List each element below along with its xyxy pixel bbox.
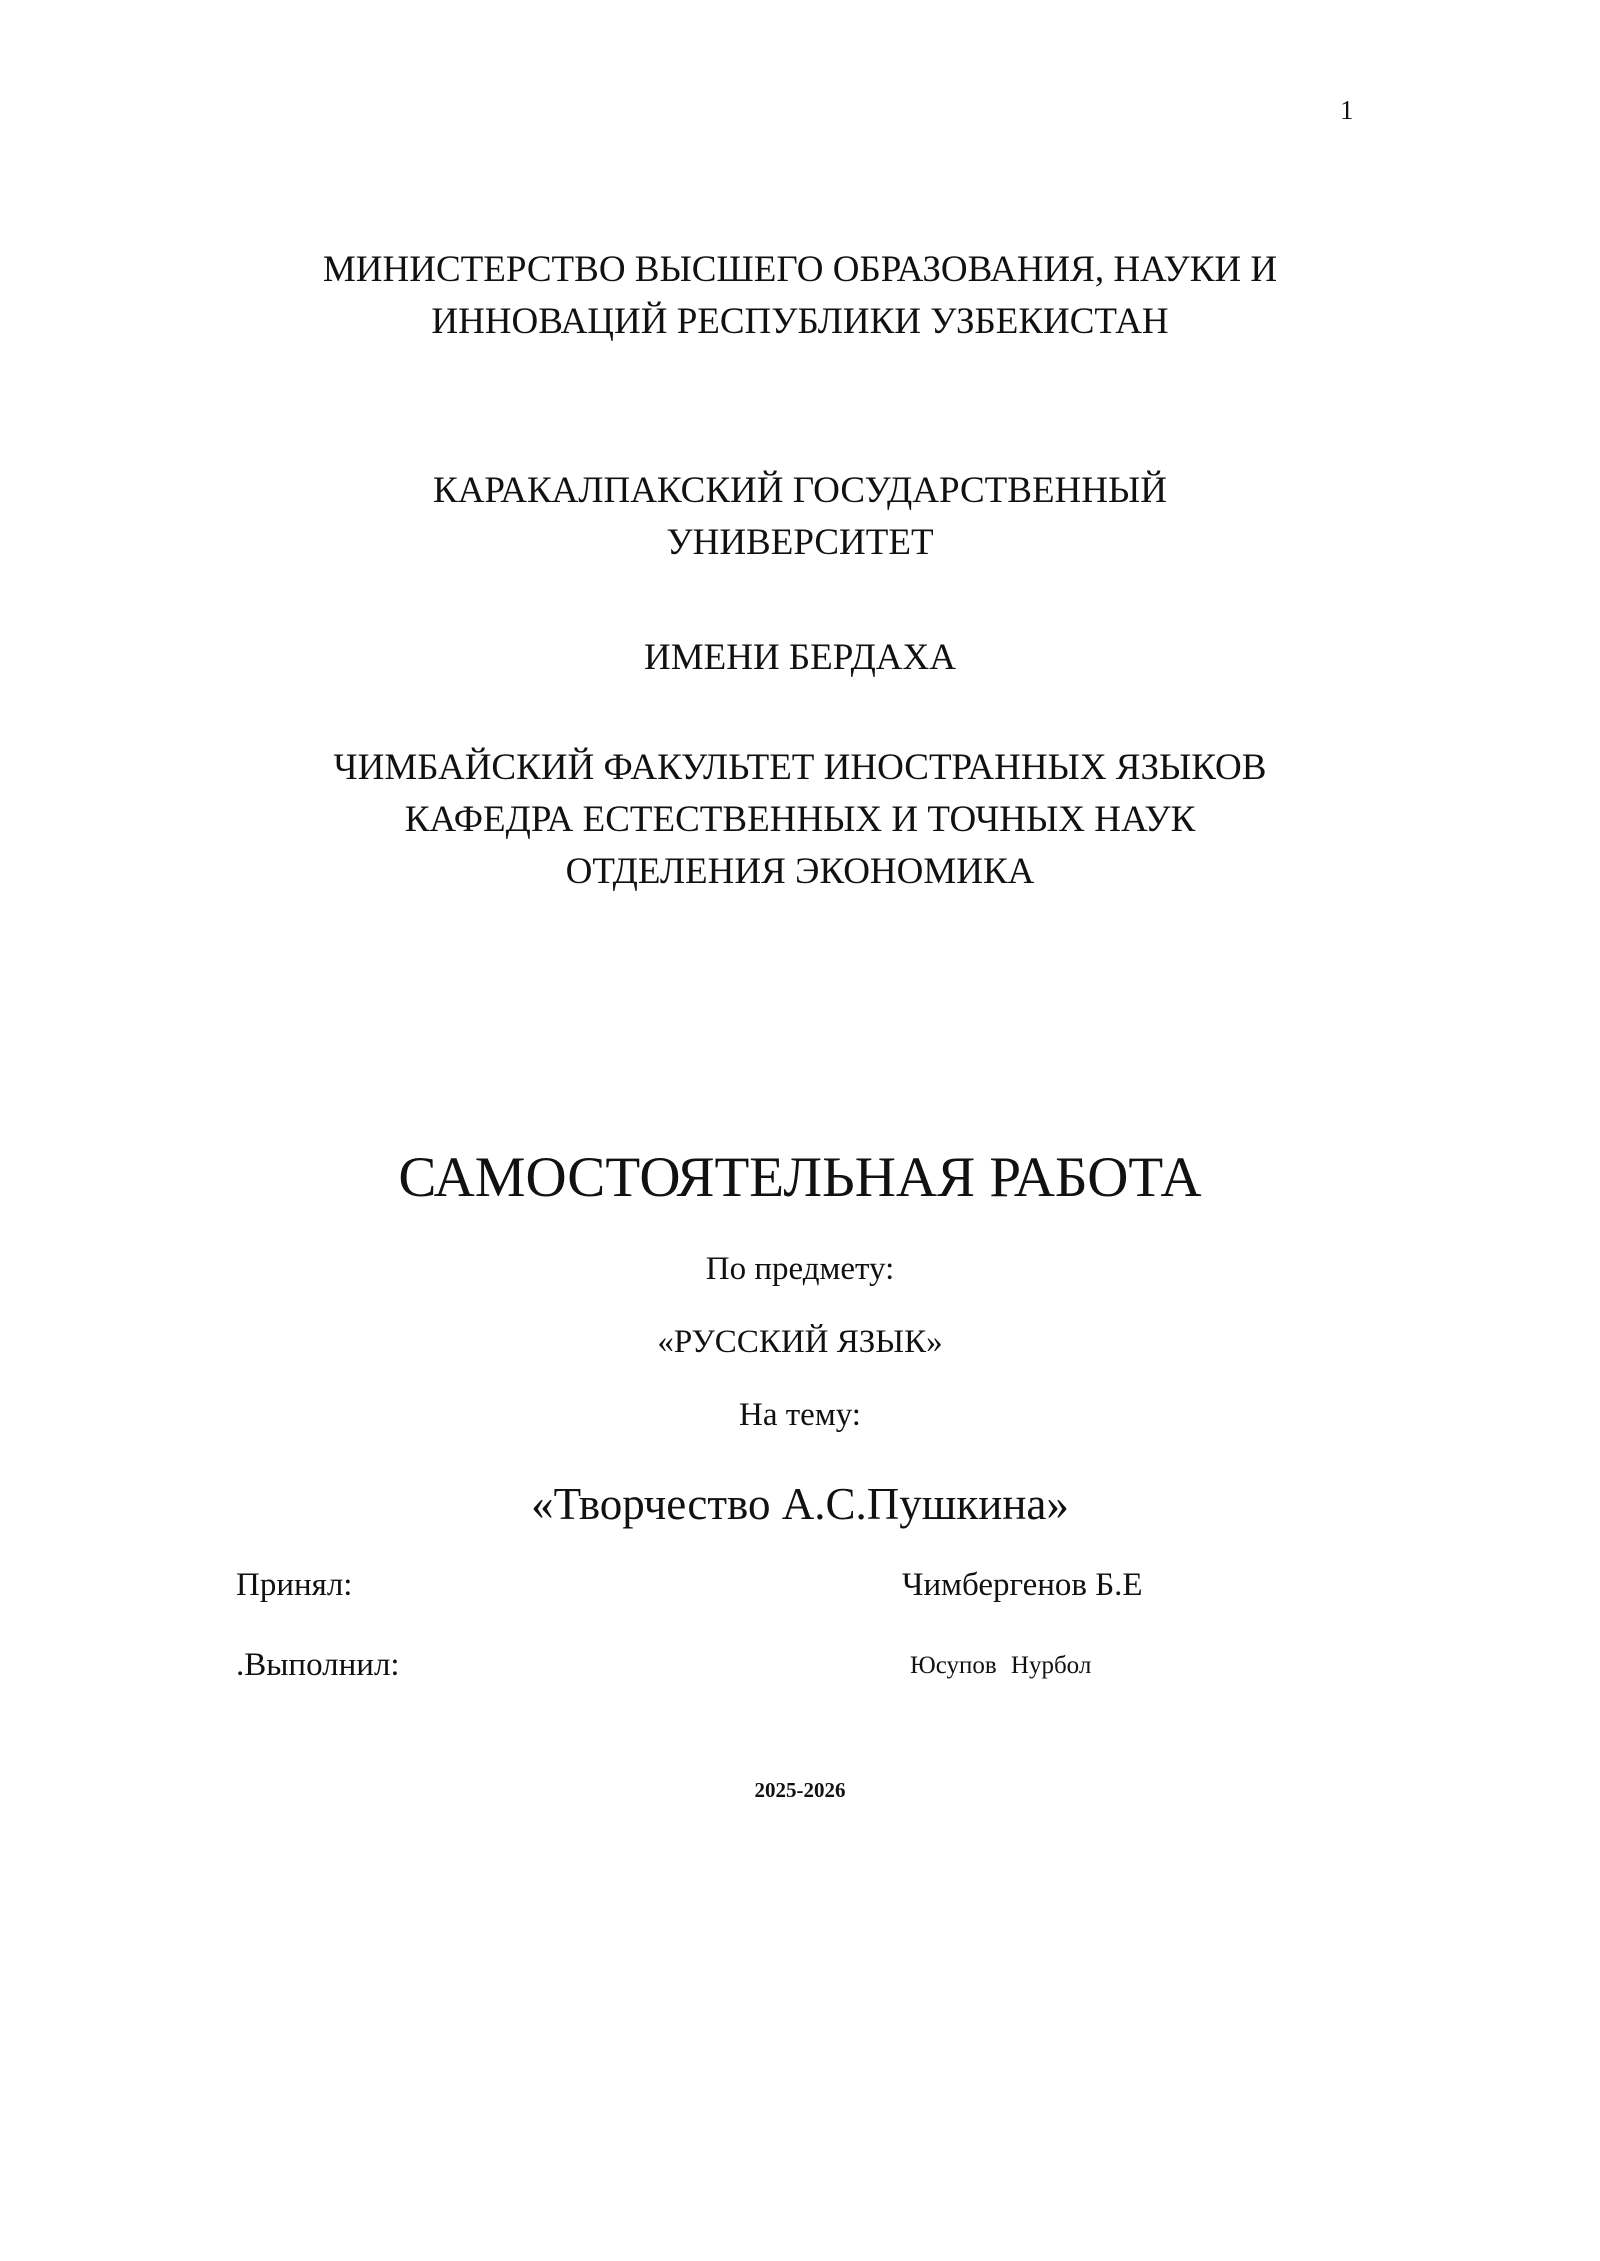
university-heading: [0, 465, 1600, 569]
topic-label: На тему:: [739, 1397, 861, 1433]
faculty-line-1: ЧИМБАЙСКИЙ ФАКУЛЬТЕТ ИНОСТРАННЫХ ЯЗЫКОВ: [333, 747, 1267, 788]
faculty-line-3: ОТДЕЛЕНИЯ ЭКОНОМИКА: [565, 851, 1035, 892]
subject-label: По предмету:: [705, 1251, 895, 1287]
performed-name: Юсупов Нурбол: [910, 1652, 1092, 1679]
performed-label: .Выполнил:: [236, 1647, 400, 1683]
university-name-line: ИМЕНИ БЕРДАХА: [644, 637, 956, 678]
subject-value: «РУССКИЙ ЯЗЫК»: [657, 1324, 943, 1360]
faculty-heading: [0, 742, 1600, 898]
ministry-line-1: МИНИСТЕРСТВО ВЫСШЕГО ОБРАЗОВАНИЯ, НАУКИ И: [322, 249, 1278, 290]
university-name: [0, 632, 1600, 684]
document-title: САМОСТОЯТЕЛЬНАЯ РАБОТА: [398, 1146, 1202, 1209]
ministry-line-2: ИННОВАЦИЙ РЕСПУБЛИКИ УЗБЕКИСТАН: [431, 301, 1169, 342]
faculty-line-2: КАФЕДРА ЕСТЕСТВЕННЫХ И ТОЧНЫХ НАУК: [404, 799, 1196, 840]
accepted-label: Принял:: [236, 1567, 353, 1603]
university-line-2: УНИВЕРСИТЕТ: [666, 522, 934, 563]
academic-year: 2025-2026: [754, 1778, 846, 1802]
ministry-heading: [0, 244, 1600, 348]
university-line-1: КАРАКАЛПАКСКИЙ ГОСУДАРСТВЕННЫЙ: [433, 470, 1167, 511]
topic-value: «Творчество А.С.Пушкина»: [531, 1479, 1069, 1529]
page-number: 1: [1340, 95, 1354, 125]
accepted-name: Чимбергенов Б.Е: [902, 1567, 1143, 1603]
